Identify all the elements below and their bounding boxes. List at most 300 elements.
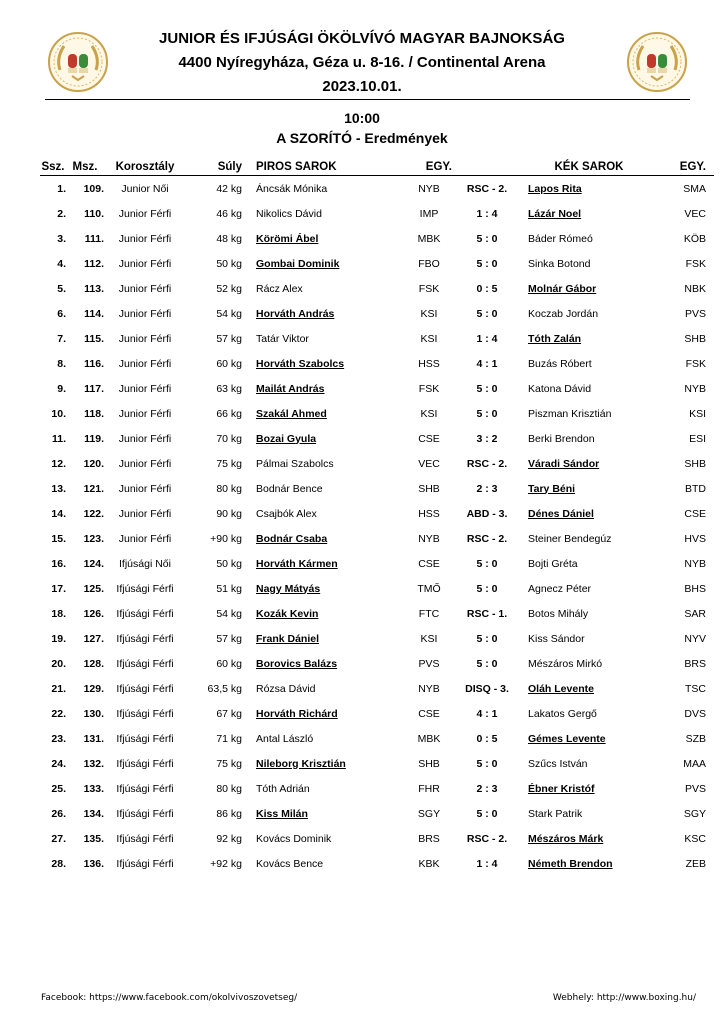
cell-blue-boxer: Buzás Róbert [528, 357, 592, 370]
cell-msz: 113. [84, 282, 104, 295]
cell-msz: 136. [83, 857, 104, 870]
cell-suly: 80 kg [216, 782, 242, 795]
cell-msz: 110. [84, 207, 104, 220]
cell-result: ABD - 3. [466, 507, 508, 520]
table-row [40, 351, 714, 376]
cell-blue-club: FSK [685, 257, 706, 270]
cell-blue-club: BHS [684, 582, 706, 595]
table-row [40, 526, 714, 551]
cell-korosztaly: Ifjúsági Férfi [116, 632, 174, 645]
cell-red-boxer: Frank Dániel [256, 632, 320, 645]
cell-blue-boxer: Gémes Levente [528, 732, 606, 745]
cell-suly: 50 kg [216, 257, 242, 270]
cell-blue-club: SHB [684, 457, 706, 470]
cell-red-boxer: Körömi Ábel [256, 232, 319, 245]
cell-red-club: MBK [417, 232, 441, 245]
cell-red-club: KSI [420, 307, 438, 320]
cell-blue-club: KSI [689, 407, 706, 420]
cell-result: 5 : 0 [476, 632, 498, 645]
cell-red-boxer: Kozák Kevin [256, 607, 319, 620]
cell-red-club: BRS [418, 832, 440, 845]
cell-korosztaly: Junior Férfi [118, 307, 172, 320]
cell-result: 5 : 0 [476, 382, 498, 395]
cell-blue-club: PVS [684, 307, 706, 320]
cell-blue-boxer: Berki Brendon [528, 432, 595, 445]
cell-msz: 118. [84, 407, 104, 420]
cell-result: 5 : 0 [476, 807, 498, 820]
cell-msz: 123. [83, 532, 104, 545]
table-row [40, 626, 714, 651]
cell-blue-club: DVS [684, 707, 706, 720]
cell-result: 5 : 0 [476, 257, 498, 270]
cell-red-club: FTC [418, 607, 440, 620]
cell-blue-club: VEC [684, 207, 706, 220]
cell-red-club: KSI [420, 407, 438, 420]
col-ssz: Ssz. [40, 158, 66, 176]
cell-msz: 125. [83, 582, 104, 595]
cell-result: 5 : 0 [476, 582, 498, 595]
event-title: JUNIOR ÉS IFJÚSÁGI ÖKÖLVÍVÓ MAGYAR BAJNOKSÁG [159, 30, 565, 47]
cell-msz: 124. [83, 557, 104, 570]
cell-red-boxer: Borovics Balázs [256, 657, 338, 670]
cell-blue-club: KSC [684, 832, 706, 845]
cell-red-boxer: Tóth Adrián [256, 782, 310, 795]
cell-blue-boxer: Mészáros Mirkó [528, 657, 603, 670]
table-row [40, 501, 714, 526]
cell-blue-club: SHB [684, 332, 706, 345]
cell-msz: 129. [83, 682, 104, 695]
cell-ssz: 5. [57, 282, 66, 295]
cell-korosztaly: Junior Férfi [118, 207, 172, 220]
cell-red-boxer: Horváth András [256, 307, 335, 320]
cell-ssz: 2. [57, 207, 66, 220]
cell-red-club: NYB [418, 182, 440, 195]
cell-red-club: CSE [418, 557, 440, 570]
cell-red-boxer: Nagy Mátyás [256, 582, 321, 595]
table-header-row [40, 158, 714, 176]
cell-red-boxer: Kovács Bence [256, 857, 324, 870]
results-body [40, 176, 714, 877]
cell-red-boxer: Nikolics Dávid [256, 207, 322, 220]
cell-ssz: 27. [51, 832, 66, 845]
table-row [40, 826, 714, 851]
cell-korosztaly: Junior Férfi [118, 382, 172, 395]
cell-ssz: 18. [51, 607, 66, 620]
cell-red-club: FSK [418, 382, 440, 395]
cell-korosztaly: Junior Férfi [118, 407, 172, 420]
table-row [40, 326, 714, 351]
table-row [40, 301, 714, 326]
cell-ssz: 19. [51, 632, 66, 645]
table-row [40, 601, 714, 626]
cell-blue-boxer: Németh Brendon [528, 857, 613, 870]
col-msz: Msz. [66, 158, 104, 176]
cell-red-boxer: Nileborg Krisztián [256, 757, 346, 770]
cell-korosztaly: Ifjúsági Női [119, 557, 171, 570]
cell-ssz: 7. [57, 332, 66, 345]
cell-result: 3 : 2 [476, 432, 498, 445]
cell-result: 2 : 3 [476, 482, 498, 495]
cell-suly: 50 kg [216, 557, 242, 570]
cell-blue-boxer: Molnár Gábor [528, 282, 597, 295]
cell-ssz: 3. [57, 232, 66, 245]
cell-suly: 48 kg [216, 232, 242, 245]
cell-red-club: KSI [420, 332, 438, 345]
cell-suly: 92 kg [216, 832, 242, 845]
cell-msz: 135. [83, 832, 104, 845]
cell-korosztaly: Ifjúsági Férfi [116, 657, 174, 670]
cell-red-club: FHR [418, 782, 440, 795]
col-result [452, 158, 522, 176]
cell-red-boxer: Kovács Dominik [256, 832, 332, 845]
cell-red-club: SHB [418, 757, 440, 770]
cell-result: 4 : 1 [476, 707, 498, 720]
cell-blue-club: BRS [684, 657, 706, 670]
cell-ssz: 1. [57, 182, 66, 195]
cell-blue-club: NYB [684, 557, 706, 570]
cell-suly: 80 kg [216, 482, 242, 495]
cell-red-boxer: Horváth Kármen [256, 557, 338, 570]
table-row [40, 451, 714, 476]
col-egy-red: EGY. [406, 158, 452, 176]
cell-msz: 128. [83, 657, 104, 670]
cell-blue-club: SAR [684, 607, 706, 620]
table-row [40, 576, 714, 601]
cell-suly: 75 kg [216, 757, 242, 770]
event-location: 4400 Nyíregyháza, Géza u. 8-16. / Continental Arena [178, 54, 546, 71]
cell-suly: 60 kg [216, 357, 242, 370]
cell-korosztaly: Junior Férfi [118, 457, 172, 470]
cell-blue-boxer: Tary Béni [528, 482, 576, 495]
table-row [40, 776, 714, 801]
cell-blue-club: SGY [683, 807, 706, 820]
cell-result: RSC - 1. [466, 607, 508, 620]
table-row [40, 226, 714, 251]
cell-ssz: 11. [51, 432, 66, 445]
cell-ssz: 4. [57, 257, 66, 270]
cell-blue-club: ESI [689, 432, 706, 445]
cell-red-boxer: Kiss Milán [256, 807, 308, 820]
table-row [40, 851, 714, 876]
cell-blue-club: ZEB [685, 857, 706, 870]
table-row [40, 801, 714, 826]
cell-blue-club: SZB [685, 732, 706, 745]
cell-blue-club: HVS [684, 532, 706, 545]
cell-blue-boxer: Báder Rómeó [528, 232, 593, 245]
cell-blue-boxer: Lakatos Gergő [528, 707, 597, 720]
cell-blue-club: SMA [683, 182, 706, 195]
cell-red-club: VEC [418, 457, 440, 470]
cell-suly: 57 kg [216, 632, 242, 645]
cell-korosztaly: Ifjúsági Férfi [116, 607, 174, 620]
cell-suly: 75 kg [216, 457, 242, 470]
cell-blue-boxer: Piszman Krisztián [528, 407, 612, 420]
cell-red-club: FSK [418, 282, 440, 295]
cell-ssz: 15. [51, 532, 66, 545]
cell-red-club: SHB [418, 482, 440, 495]
cell-ssz: 10. [51, 407, 66, 420]
results-table [40, 158, 714, 876]
cell-result: RSC - 2. [466, 832, 508, 845]
cell-suly: 67 kg [216, 707, 242, 720]
cell-korosztaly: Ifjúsági Férfi [116, 832, 174, 845]
cell-result: 1 : 4 [476, 207, 498, 220]
cell-red-club: CSE [418, 707, 440, 720]
cell-red-club: CSE [418, 432, 440, 445]
cell-blue-boxer: Bojti Gréta [528, 557, 578, 570]
cell-msz: 119. [84, 432, 104, 445]
cell-red-boxer: Horváth Richárd [256, 707, 338, 720]
cell-msz: 130. [83, 707, 104, 720]
cell-suly: 70 kg [216, 432, 242, 445]
cell-suly: 90 kg [216, 507, 242, 520]
cell-blue-boxer: Ébner Kristóf [528, 782, 595, 795]
cell-blue-club: BTD [685, 482, 706, 495]
col-korosztaly: Korosztály [104, 158, 186, 176]
table-row [40, 751, 714, 776]
cell-red-club: MBK [417, 732, 441, 745]
cell-suly: 60 kg [216, 657, 242, 670]
table-row [40, 376, 714, 401]
cell-red-boxer: Antal László [256, 732, 314, 745]
cell-ssz: 26. [51, 807, 66, 820]
cell-result: 5 : 0 [476, 407, 498, 420]
cell-red-club: FBO [418, 257, 440, 270]
table-row [40, 426, 714, 451]
footer-website: Webhely: http://www.boxing.hu/ [552, 993, 696, 1003]
table-row [40, 701, 714, 726]
cell-ssz: 13. [51, 482, 66, 495]
cell-msz: 131. [83, 732, 104, 745]
cell-blue-boxer: Sinka Botond [528, 257, 591, 270]
cell-result: 5 : 0 [476, 232, 498, 245]
cell-result: DISQ - 3. [465, 682, 509, 695]
cell-blue-club: KÖB [683, 232, 706, 245]
cell-blue-club: NYB [684, 382, 706, 395]
col-piros-sarok: PIROS SAROK [242, 158, 406, 176]
cell-msz: 133. [83, 782, 104, 795]
cell-ssz: 6. [57, 307, 66, 320]
session-time: 10:00 [344, 110, 380, 126]
cell-ssz: 17. [51, 582, 66, 595]
cell-korosztaly: Ifjúsági Férfi [116, 782, 174, 795]
cell-ssz: 28. [51, 857, 66, 870]
cell-blue-boxer: Katona Dávid [528, 382, 592, 395]
cell-result: 1 : 4 [476, 857, 498, 870]
col-kek-sarok: KÉK SAROK [522, 158, 656, 176]
cell-blue-boxer: Agnecz Péter [528, 582, 592, 595]
footer-facebook: Facebook: https://www.facebook.com/okolvivoszovetseg/ [41, 993, 298, 1003]
cell-korosztaly: Junior Férfi [118, 532, 172, 545]
cell-blue-club: FSK [685, 357, 706, 370]
cell-result: 2 : 3 [476, 782, 498, 795]
cell-msz: 116. [84, 357, 104, 370]
cell-suly: 86 kg [216, 807, 242, 820]
cell-ssz: 21. [51, 682, 66, 695]
cell-msz: 111. [84, 232, 104, 245]
cell-red-club: NYB [418, 532, 440, 545]
cell-red-club: HSS [418, 357, 440, 370]
cell-korosztaly: Ifjúsági Férfi [116, 582, 174, 595]
cell-korosztaly: Ifjúsági Férfi [116, 682, 174, 695]
cell-red-boxer: Rácz Alex [256, 282, 303, 295]
cell-korosztaly: Ifjúsági Férfi [116, 707, 174, 720]
cell-red-club: KSI [420, 632, 438, 645]
cell-result: 1 : 4 [476, 332, 498, 345]
cell-ssz: 9. [57, 382, 66, 395]
cell-blue-club: TSC [685, 682, 706, 695]
cell-korosztaly: Junior Női [121, 182, 169, 195]
cell-blue-boxer: Kiss Sándor [528, 632, 585, 645]
cell-blue-boxer: Botos Mihály [528, 607, 589, 620]
cell-red-boxer: Bozai Gyula [256, 432, 317, 445]
cell-korosztaly: Junior Férfi [118, 257, 172, 270]
cell-suly: 46 kg [216, 207, 242, 220]
cell-red-boxer: Szakál Ahmed [256, 407, 327, 420]
cell-red-club: KBK [418, 857, 440, 870]
cell-red-boxer: Bodnár Csaba [256, 532, 328, 545]
cell-red-club: SGY [417, 807, 441, 820]
cell-msz: 127. [83, 632, 104, 645]
cell-result: RSC - 2. [466, 457, 508, 470]
col-egy-blue: EGY. [656, 158, 714, 176]
cell-korosztaly: Ifjúsági Férfi [116, 857, 174, 870]
event-date: 2023.10.01. [322, 78, 402, 95]
cell-ssz: 22. [51, 707, 66, 720]
cell-red-club: NYB [418, 682, 440, 695]
cell-msz: 122. [83, 507, 104, 520]
cell-ssz: 8. [57, 357, 66, 370]
cell-blue-boxer: Lázár Noel [528, 207, 582, 220]
cell-suly: 54 kg [216, 307, 242, 320]
cell-suly: 63 kg [216, 382, 242, 395]
cell-msz: 120. [83, 457, 104, 470]
cell-korosztaly: Junior Férfi [118, 282, 172, 295]
cell-blue-boxer: Steiner Bendegúz [528, 532, 612, 545]
cell-blue-club: PVS [684, 782, 706, 795]
cell-suly: 66 kg [216, 407, 242, 420]
cell-red-boxer: Pálmai Szabolcs [256, 457, 334, 470]
table-row [40, 251, 714, 276]
cell-ssz: 14. [51, 507, 66, 520]
cell-suly: 57 kg [216, 332, 242, 345]
cell-msz: 132. [83, 757, 104, 770]
cell-result: 5 : 0 [476, 307, 498, 320]
cell-red-boxer: Gombai Dominik [256, 257, 340, 270]
cell-result: 0 : 5 [476, 732, 498, 745]
cell-blue-boxer: Stark Patrik [528, 807, 583, 820]
col-suly: Súly [186, 158, 242, 176]
table-row [40, 551, 714, 576]
cell-suly: 42 kg [216, 182, 242, 195]
cell-red-club: IMP [419, 207, 439, 220]
cell-blue-boxer: Dénes Dániel [528, 507, 594, 520]
cell-result: 4 : 1 [476, 357, 498, 370]
cell-korosztaly: Junior Férfi [118, 432, 172, 445]
cell-msz: 134. [83, 807, 104, 820]
table-row [40, 401, 714, 426]
cell-suly: +92 kg [210, 857, 242, 870]
cell-result: 0 : 5 [476, 282, 498, 295]
table-row [40, 726, 714, 751]
cell-blue-boxer: Oláh Levente [528, 682, 594, 695]
header-divider [45, 99, 690, 100]
cell-suly: 51 kg [216, 582, 242, 595]
table-row [40, 676, 714, 701]
cell-ssz: 12. [51, 457, 66, 470]
cell-blue-boxer: Szűcs István [528, 757, 588, 770]
cell-korosztaly: Junior Férfi [118, 357, 172, 370]
cell-blue-boxer: Mészáros Márk [528, 832, 604, 845]
cell-blue-boxer: Lapos Rita [528, 182, 582, 195]
cell-red-boxer: Áncsák Mónika [256, 182, 328, 195]
cell-red-club: TMŐ [417, 582, 441, 595]
cell-result: RSC - 2. [466, 532, 508, 545]
cell-suly: +90 kg [210, 532, 242, 545]
cell-blue-boxer: Koczab Jordán [528, 307, 599, 320]
cell-red-club: PVS [418, 657, 440, 670]
cell-msz: 117. [84, 382, 104, 395]
cell-ssz: 23. [51, 732, 66, 745]
cell-red-boxer: Bodnár Bence [256, 482, 323, 495]
cell-korosztaly: Junior Férfi [118, 332, 172, 345]
cell-ssz: 25. [51, 782, 66, 795]
cell-result: 5 : 0 [476, 557, 498, 570]
cell-red-boxer: Tatár Viktor [256, 332, 309, 345]
cell-red-club: HSS [418, 507, 440, 520]
table-row [40, 476, 714, 501]
cell-ssz: 24. [51, 757, 66, 770]
cell-msz: 114. [84, 307, 104, 320]
cell-msz: 115. [84, 332, 104, 345]
cell-red-boxer: Horváth Szabolcs [256, 357, 345, 370]
cell-red-boxer: Mailát András [256, 382, 325, 395]
table-row [40, 176, 714, 202]
cell-korosztaly: Ifjúsági Férfi [116, 807, 174, 820]
cell-suly: 54 kg [216, 607, 242, 620]
cell-msz: 109. [83, 182, 104, 195]
cell-korosztaly: Junior Férfi [118, 507, 172, 520]
cell-result: 5 : 0 [476, 657, 498, 670]
cell-korosztaly: Junior Férfi [118, 482, 172, 495]
cell-red-boxer: Csajbók Alex [256, 507, 317, 520]
cell-ssz: 20. [51, 657, 66, 670]
session-title: A SZORÍTÓ - Eredmények [276, 130, 448, 146]
table-row [40, 201, 714, 226]
cell-blue-boxer: Tóth Zalán [528, 332, 582, 345]
cell-msz: 112. [84, 257, 104, 270]
cell-blue-boxer: Váradi Sándor [528, 457, 600, 470]
cell-blue-club: NBK [684, 282, 706, 295]
cell-suly: 52 kg [216, 282, 242, 295]
cell-korosztaly: Ifjúsági Férfi [116, 757, 174, 770]
cell-blue-club: NYV [684, 632, 706, 645]
cell-msz: 121. [83, 482, 104, 495]
cell-red-boxer: Rózsa Dávid [256, 682, 316, 695]
cell-suly: 63,5 kg [207, 682, 242, 695]
cell-msz: 126. [83, 607, 104, 620]
table-row [40, 276, 714, 301]
cell-korosztaly: Ifjúsági Férfi [116, 732, 174, 745]
cell-blue-club: CSE [684, 507, 706, 520]
cell-blue-club: MAA [683, 757, 706, 770]
table-row [40, 651, 714, 676]
cell-korosztaly: Junior Férfi [118, 232, 172, 245]
cell-result: 5 : 0 [476, 757, 498, 770]
cell-suly: 71 kg [216, 732, 242, 745]
cell-ssz: 16. [51, 557, 66, 570]
cell-result: RSC - 2. [466, 182, 508, 195]
